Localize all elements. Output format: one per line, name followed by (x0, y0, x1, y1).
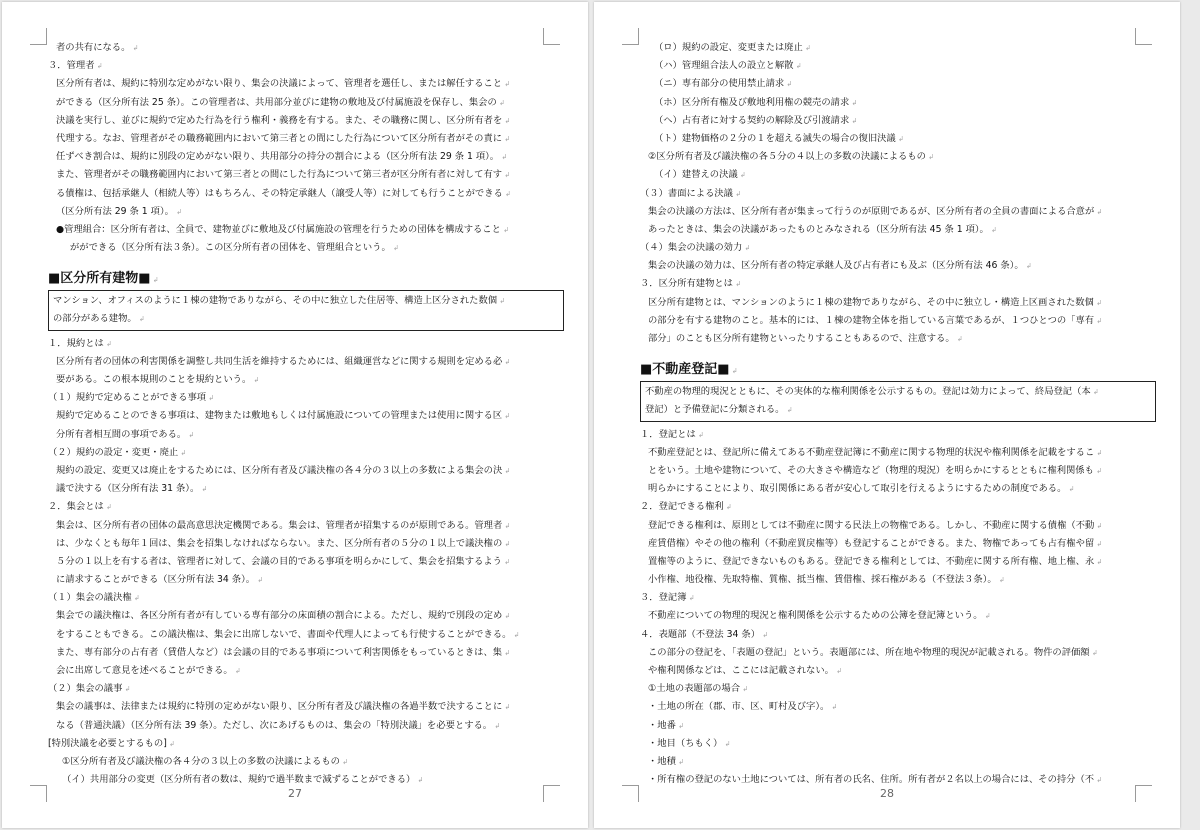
definition-box (640, 381, 1156, 421)
text-line: 分所有者相互間の事項である。 ↲ (48, 426, 564, 444)
text-line: また、専有部分の占有者（賃借人など）は会議の目的である事項について利害関係をもっているときは、集 ↲ (48, 644, 564, 662)
list-item: ・地目（ちもく） ↲ (640, 735, 1156, 753)
list-item: （ト）建物価格の２分の１を超える滅失の場合の復旧決議 ↲ (640, 130, 1156, 148)
margin-corner-mark (30, 28, 47, 45)
subsection-title: （２）集会の議事 ↲ (48, 680, 564, 698)
page-number: 27 (288, 787, 302, 800)
list-item: ①区分所有者及び議決権の各４分の３以上の多数の決議によるもの ↲ (48, 753, 564, 771)
text-line: 部分」のことも区分所有建物といったりすることもあるので、注意する。 ↲ (640, 330, 1156, 348)
definition-box (48, 290, 564, 330)
section-title: ２．集会とは ↲ (48, 498, 564, 516)
text-line: 会に出席して意見を述べることができる。 ↲ (48, 662, 564, 680)
text-line: 集会の決議の方法は、区分所有者が集まって行うのが原則であるが、区分所有者の全員の書面による合意が ↲ (640, 203, 1156, 221)
text-line: 集会での議決権は、各区分所有者が有している専有部分の床面積の割合による。ただし、規約で別段の定め ↲ (48, 607, 564, 625)
subsection-title: （２）規約の設定・変更・廃止 ↲ (48, 444, 564, 462)
text-line: 議で決する（区分所有法 31 条）。 ↲ (48, 480, 564, 498)
definition-line: 登記）と予備登記に分類される。 ↲ (645, 401, 1151, 419)
section-title: ４．表題部（不登法 34 条） ↲ (640, 626, 1156, 644)
text-line: 任ずべき割合は、規約に別段の定めがない限り、共用部分の持分の割合による（区分所有法 29 条 1 項）。 ↲ (48, 148, 564, 166)
section-title: ３．区分所有建物とは ↲ (640, 275, 1156, 293)
list-item: （ロ）規約の設定、変更または廃止 ↲ (640, 39, 1156, 57)
text-line: 決議を実行し、並びに規約で定めた行為を行う権利・義務を有する。また、その職務に関し、区分所有者を ↲ (48, 112, 564, 130)
subsection-title: （４）集会の決議の効力 ↲ (640, 239, 1156, 257)
section-title: １．登記とは ↲ (640, 426, 1156, 444)
text-line: をすることもできる。この議決権は、集会に出席しないで、書面や代理人によっても行使することができる。 ↲ (48, 626, 564, 644)
text-line: 区分所有者は、規約に特別な定めがない限り、集会の決議によって、管理者を選任し、または解任すること ↲ (48, 75, 564, 93)
margin-corner-mark (622, 28, 639, 45)
list-item: （イ）建替えの決議 ↲ (640, 166, 1156, 184)
section-title: ３．登記簿 ↲ (640, 589, 1156, 607)
text-line: 不動産についての物理的現況と権利関係を公示するための公簿を登記簿という。 ↲ (640, 607, 1156, 625)
list-item: ・土地の所在（郡、市、区、町村及び字）。 ↲ (640, 698, 1156, 716)
text-line: 規約の設定、変更又は廃止をするためには、区分所有者及び議決権の各４分の３以上の多数による集会の決 ↲ (48, 462, 564, 480)
text-line: 集会の議事は、法律または規約に特別の定めがない限り、区分所有者及び議決権の各過半数で決することに ↲ (48, 698, 564, 716)
text-line: あったときは、集会の決議があったものとみなされる（区分所有法 45 条 1 項）。 ↲ (640, 221, 1156, 239)
section-title: ２．登記できる権利 ↲ (640, 498, 1156, 516)
text-line: ができる（区分所有法 25 条）。この管理者は、共用部分並びに建物の敷地及び付属施設を保存し、集会の ↲ (48, 94, 564, 112)
section-heading: ■区分所有建物■ ↲ (48, 269, 564, 289)
list-item: ①土地の表題部の場合 ↲ (640, 680, 1156, 698)
text-line: 明らかにすることにより、取引関係にある者が安心して取引を行えるようにするための制度である。 ↲ (640, 480, 1156, 498)
list-item: ・地積 ↲ (640, 753, 1156, 771)
text-line: 登記できる権利は、原則としては不動産に関する民法上の物権である。しかし、不動産に関する債権（不動 ↲ (640, 517, 1156, 535)
text-line: また、管理者がその職務範囲内において第三者との間にした行為について第三者が区分所有者に対して有す ↲ (48, 166, 564, 184)
text-line: とをいう。土地や建物について、その大きさや構造など（物理的現況）を明らかにするとともに権利関係も ↲ (640, 462, 1156, 480)
text-line: に請求することができる（区分所有法 34 条）。 ↲ (48, 571, 564, 589)
bullet-line: ●管理組合：区分所有者は、全員で、建物並びに敷地及び付属施設の管理を行うための団体を構成すること ↲ (48, 221, 564, 239)
list-item: （ニ）専有部分の使用禁止請求 ↲ (640, 75, 1156, 93)
text-line: 区分所有者の団体の利害関係を調整し共同生活を維持するためには、組織運営などに関する規則を定める必 ↲ (48, 353, 564, 371)
document-page-27 (2, 2, 588, 828)
definition-line: 不動産の物理的現況とともに、その実体的な権利関係を公示するもの。登記は効力によって、終局登記（本 ↲ (645, 383, 1151, 401)
list-item: （ハ）管理組合法人の設立と解散 ↲ (640, 57, 1156, 75)
text-line: 集会の決議の効力は、区分所有者の特定承継人及び占有者にも及ぶ（区分所有法 46 条）。 ↲ (640, 257, 1156, 275)
text-line: なる（普通決議）（区分所有法 39 条）。ただし、次にあげるものは、集会の「特別決議」を必要とする。 ↲ (48, 717, 564, 735)
definition-line: マンション、オフィスのように１棟の建物でありながら、その中に独立した住居等、構造上区分された数個 ↲ (53, 292, 559, 310)
page-body (640, 39, 1156, 789)
section-title: ３．管理者 ↲ (48, 57, 564, 75)
text-line: 集会は、区分所有者の団体の最高意思決定機関である。集会は、管理者が招集するのが原則である。管理者 ↲ (48, 517, 564, 535)
text-line: 小作権、地役権、先取特権、質権、抵当権、賃借権、採石権がある（不登法３条）。 ↲ (640, 571, 1156, 589)
list-item: （イ）共用部分の変更（区分所有者の数は、規約で過半数まで減ずることができる） ↲ (48, 771, 564, 789)
text-line: は、少なくとも毎年１回は、集会を招集しなければならない。また、区分所有者の５分の１以上で議決権の ↲ (48, 535, 564, 553)
text-line: 区分所有建物とは、マンションのように１棟の建物でありながら、その中に独立し・構造上区画された数個 ↲ (640, 294, 1156, 312)
section-title: １．規約とは ↲ (48, 335, 564, 353)
text-line: 不動産登記とは、登記所に備えてある不動産登記簿に不動産に関する物理的状況や権利関係を記載をするこ ↲ (640, 444, 1156, 462)
text-line: 代理する。なお、管理者がその職務範囲内において第三者との間にした行為について区分所有者がその責に ↲ (48, 130, 564, 148)
definition-line: の部分がある建物。 ↲ (53, 310, 559, 328)
document-page-28 (594, 2, 1180, 828)
list-item: ・地番 ↲ (640, 717, 1156, 735)
text-line: 者の共有になる。 ↲ (48, 39, 564, 57)
text-line: 置権等のように、登記できないものもある。登記できる権利としては、不動産に関する所有権、地上権、永 ↲ (640, 553, 1156, 571)
subsection-title: （１）集会の議決権 ↲ (48, 589, 564, 607)
list-item: ②区分所有者及び議決権の各５分の４以上の多数の決議によるもの ↲ (640, 148, 1156, 166)
text-line: る債権は、包括承継人（相続人等）はもちろん、その特定承継人（譲受人等）に対しても行うことができる ↲ (48, 185, 564, 203)
page-body (48, 39, 564, 789)
text-line: がができる（区分所有法３条）。この区分所有者の団体を、管理組合という。 ↲ (48, 239, 564, 257)
subsection-title: （３）書面による決議 ↲ (640, 185, 1156, 203)
subsection-title: （１）規約で定めることができる事項 ↲ (48, 389, 564, 407)
text-line: ５分の１以上を有する者は、管理者に対して、会議の目的である事項を明らかにして、集会を招集するよう ↲ (48, 553, 564, 571)
text-line: 要がある。この根本規則のことを規約という。 ↲ (48, 371, 564, 389)
text-line: の部分を有する建物のこと。基本的には、１棟の建物全体を指している言葉であるが、１つひとつの「専有 ↲ (640, 312, 1156, 330)
text-line: や権利関係などは、ここには記載されない。 ↲ (640, 662, 1156, 680)
list-item: （ホ）区分所有権及び敷地利用権の競売の請求 ↲ (640, 94, 1156, 112)
page-number: 28 (880, 787, 894, 800)
text-line: 産賃借権）やその他の権利（不動産買戻権等）も登記することができる。また、物権であっても占有権や留 ↲ (640, 535, 1156, 553)
text-line: 規約で定めることのできる事項は、建物または敷地もしくは付属施設についての管理または使用に関する区 ↲ (48, 407, 564, 425)
text-line: （区分所有法 29 条 1 項）。 ↲ (48, 203, 564, 221)
text-line: [特別決議を必要とするもの] ↲ (48, 735, 564, 753)
list-item: （ヘ）占有者に対する契約の解除及び引渡請求 ↲ (640, 112, 1156, 130)
list-item: ・所有権の登記のない土地については、所有者の氏名、住所。所有者が２名以上の場合には、その持分（不 ↲ (640, 771, 1156, 789)
section-heading: ■不動産登記■ ↲ (640, 360, 1156, 380)
text-line: この部分の登記を、「表題の登記」という。表題部には、所在地や物理的現況が記載される。物件の評価額 ↲ (640, 644, 1156, 662)
